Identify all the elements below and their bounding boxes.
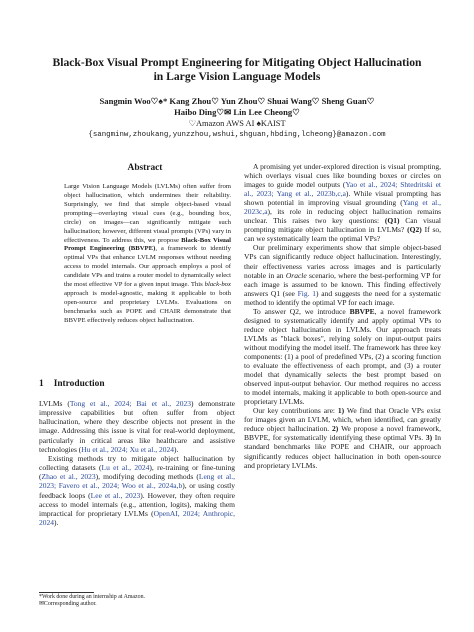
abstract-text-1: Large Vision Language Models (LVLMs) often suffer from object hallucination, which undermines their reliability. Surprisingly, we find that simple object-based visual prompting—overlaying visual cues (e.g., bounding box, circle) on images—can significantly mitigate such hallucination; however, different visual prompts (VPs) vary in effectiveness. To address this, we propose [64,183,231,244]
text: Our preliminary experiments show that simple object-based VPs can significantly reduce object hallucination. Interestingly, their effectiveness varies across images and is particularly notable in an [244,243,441,280]
citation-link[interactable]: Yang et al., 2023c,a [244,198,441,217]
text: ) and suggests the need for a systematic method to identify the optimal VP for each image. [244,288,441,307]
text: ) demonstrate impressive capabilities but often suffer from object hallucination, where they describe objects not present in the image. Addressing this issue is vital for real-world deployment, particularly in critical areas like healthcare and assistive technologies ( [39,399,235,454]
footnote-2: ✉Corresponding author. [39,601,97,608]
citation-link[interactable]: Lu et al., 2024 [101,463,150,473]
text: , a novel framework designed to systematically identify and apply optimal VPs to reduce object hallucination in LVLMs. Our approach treats LVLMs as "black boxes", relying solely on input-output pairs without modifying the model itself. The framework has three key components: (1) a pool of predefined VPs, (2) a scoring function to evaluate the effectiveness of each prompt, and (3) a router model that dynamically selects the best prompt based on observed input-output behavior. Our method requires no access to model internals, making it applicable to both open-source and proprietary LVLMs. [244,306,441,407]
paragraph-bbvpe [244,307,441,407]
citation-link[interactable]: Yao et al., 2024; Shtedritski et al., 2023; Yang et al., 2023b,c,a [244,180,441,199]
paragraph-contributions [244,406,441,469]
contribution-number: 1) [337,406,345,416]
title-line-1: Black-Box Visual Prompt Engineering for Mitigating Object Hallucination [52,56,422,69]
footnotes [39,594,239,608]
text: We propose a novel framework, BBVPE, for systematically identifying these optimal VPs. [244,424,441,443]
abstract-text-2: , a framework to identify optimal VPs that enhance LVLM responses without needing access to model internals. Our approach employs a pool of candidate VPs and trains a router model to dynamically select the most effective VP for a given input image. This [64,245,231,289]
text: Can visual prompting mitigate object hallucination in LVLMs? [244,216,441,235]
text: To answer Q2, we introduce [253,306,350,316]
text: scenario, where the best-performing VP for each image is assumed to be known. This finding effectively answers Q1 (see [244,270,441,298]
text: ). While visual prompting has shown potential in improving visual grounding ( [244,189,441,208]
citation-link[interactable]: Zhao et al., 2023 [41,472,96,482]
paper-title [40,56,434,84]
contribution-number: 2) [332,424,339,434]
text: Our key contributions are: [253,406,338,416]
text: LVLMs ( [39,399,70,408]
paragraph-visual-prompting [244,162,441,243]
text: ), or using costly feedback loops ( [39,481,235,500]
bold-term: BBVPE [349,306,375,316]
authors-line-2: Haibo Ding♡✉ Lin Lee Cheong♡ [174,107,300,117]
paragraph-preliminary [244,243,441,306]
footnote-1: *Work done during an internship at Amazon. [39,594,146,600]
text: ), re-training or fine-tuning ( [39,463,235,482]
text: ), its role in reducing object hallucination remains unclear. This raises two key questions: [244,207,441,226]
question-label: (Q2) [407,225,422,235]
right-column-body [244,162,441,470]
author-list [40,96,434,118]
text: A promising yet under-explored direction is visual prompting, which overlays visual cues like bounding boxes or circles on images to guide model outputs ( [244,162,441,190]
author-emails: {sangminw,zhoukang,yunzzhou,wshui,shguan,hbding,lcheong}@amazon.com [88,130,386,139]
intro-paragraph-1 [39,399,235,454]
citation-link[interactable]: Lee et al., 2023 [90,490,141,500]
title-line-2: in Large Vision Language Models [153,70,321,83]
italic-term: Oracle [285,270,307,280]
text: In standard benchmarks like POPE and CHAIR, our approach significantly reduces object hallucination in both open-source and proprietary LVLMs. [244,433,442,470]
text: If so, can we systematically learn the optimal VPs? [244,225,441,244]
figure-link[interactable]: Fig. 1 [297,288,316,298]
citation-link[interactable]: OpenAI, 2024; Anthropic, 2024 [39,508,235,528]
text: Existing methods try to mitigate object hallucination by collecting datasets ( [39,453,235,473]
affiliations: ♡Amazon AWS AI ♠KAIST [188,119,286,128]
section-title: Introduction [53,379,105,389]
abstract-italic-term: black-box [204,281,231,289]
section-number: 1 [39,379,44,389]
citation-link[interactable]: Tong et al., 2024; Bai et al., 2023 [69,399,191,408]
contribution-number: 3) [425,433,433,443]
text: ). [54,518,59,528]
introduction-body [39,399,235,527]
text: We find that Oracle VPs exist for images given an LVLM, which, when identified, can greatly reduce object hallucination. [244,406,441,434]
section-heading-introduction [39,379,115,389]
abstract-bold-term: Black-Box Visual Prompt Engineering (BBVPE) [64,236,231,253]
authors-line-1: Sangmin Woo♡♠* Kang Zhou♡ Yun Zhou♡ Shuai Wang♡ Sheng Guan♡ [99,96,375,106]
citation-link[interactable]: Leng et al., 2023; Favero et al., 2024; Woo et al., 2024a,b [39,472,235,491]
abstract-heading: Abstract [127,163,163,173]
text: ). However, they often require access to model internals (e.g., attention, logits), making them impractical for proprietary LVLMs ( [39,490,235,518]
intro-paragraph-2 [39,454,235,527]
text: ), modifying decoding methods ( [95,472,199,482]
text: ). [173,444,179,454]
footnote-rule [39,592,94,593]
abstract-body [64,183,231,326]
abstract-text-3: approach is model-agnostic, making it applicable to both open-source and proprietary LVLMs. Evaluations on benchmarks such as POPE and CHAIR demonstrate that BBVPE effectively reduces object hallucination. [64,290,231,324]
question-label: (Q1) [384,216,400,226]
citation-link[interactable]: Hu et al., 2024; Xu et al., 2024 [81,444,174,454]
